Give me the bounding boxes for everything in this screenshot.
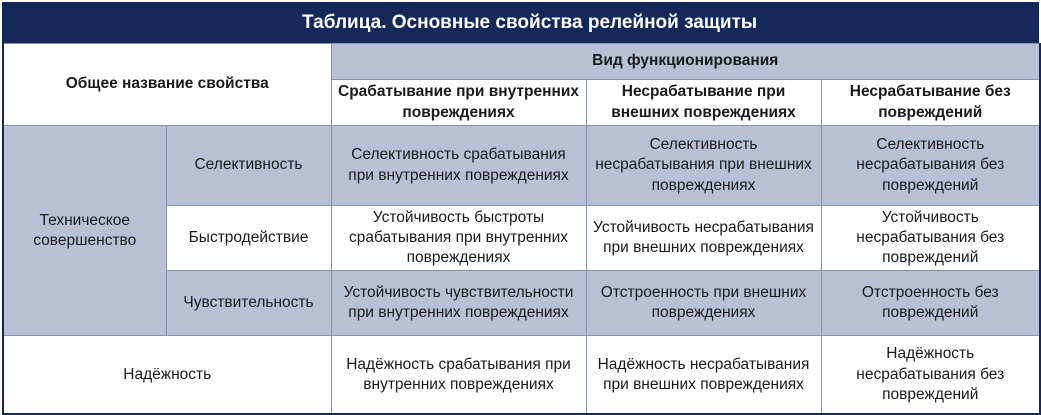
properties-table — [2, 43, 1041, 415]
cell-speed-internal: Устойчивость быстроты срабатывания при внутренних повреждениях — [331, 206, 586, 271]
property-speed: Быстродействие — [166, 206, 331, 271]
column-header-internal: Срабатывание при внутренних повреждениях — [331, 80, 586, 126]
property-sensitivity: Чувствительность — [166, 271, 331, 336]
column-header-no-damage: Несрабатывание без повреждений — [821, 80, 1040, 126]
table-title: Таблица. Основные свойства релейной защиты — [2, 2, 1039, 43]
cell-selectivity-no-damage: Селективность несрабатывания без повреждений — [821, 126, 1040, 206]
cell-speed-external: Устойчивость несрабатывания при внешних повреждениях — [586, 206, 821, 271]
cell-sensitivity-no-damage: Отстроенность без повреждений — [821, 271, 1040, 336]
header-function-type: Вид функционирования — [331, 44, 1040, 80]
header-general-name: Общее название свойства — [3, 44, 331, 126]
table-row — [3, 336, 1040, 414]
cell-speed-no-damage: Устойчивость несрабатывания без повреждений — [821, 206, 1040, 271]
cell-selectivity-internal: Селективность срабатывания при внутренних повреждениях — [331, 126, 586, 206]
property-selectivity: Селективность — [166, 126, 331, 206]
cell-sensitivity-internal: Устойчивость чувствительности при внутренних повреждениях — [331, 271, 586, 336]
cell-reliability-external: Надёжность несрабатывания при внешних повреждениях — [586, 336, 821, 414]
group-reliability: Надёжность — [3, 336, 331, 414]
cell-reliability-no-damage: Надёжность несрабатывания без повреждений — [821, 336, 1040, 414]
cell-selectivity-external: Селективность несрабатывания при внешних повреждениях — [586, 126, 821, 206]
table-row — [3, 126, 1040, 206]
cell-sensitivity-external: Отстроенность при внешних повреждениях — [586, 271, 821, 336]
column-header-external: Несрабатывание при внешних повреждениях — [586, 80, 821, 126]
group-technical: Техническое совершенство — [3, 126, 166, 336]
cell-reliability-internal: Надёжность срабатывания при внутренних повреждениях — [331, 336, 586, 414]
